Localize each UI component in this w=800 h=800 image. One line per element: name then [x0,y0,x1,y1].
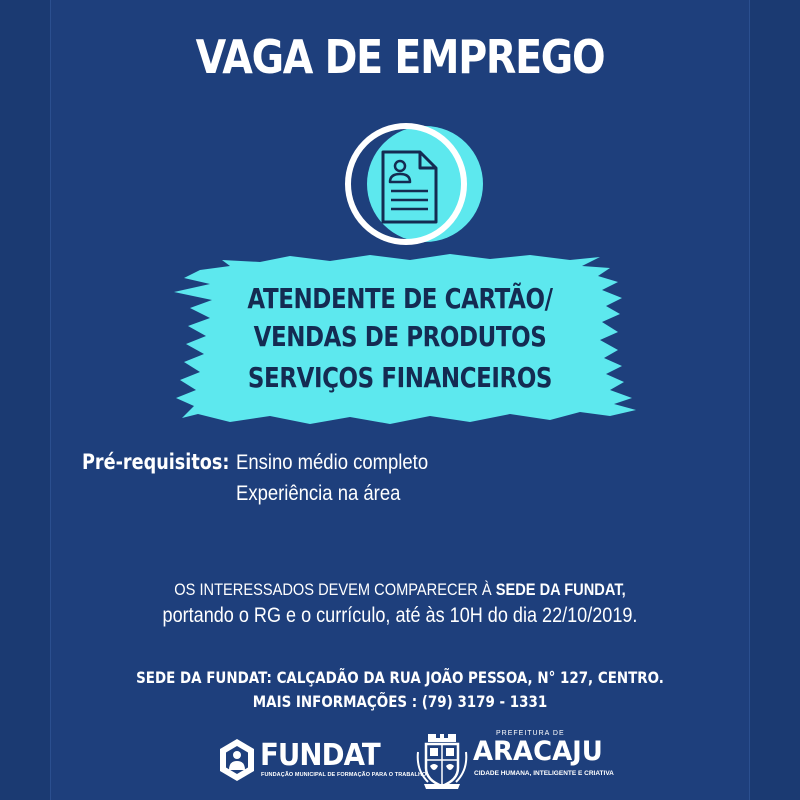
aracaju-slogan: CIDADE HUMANA, INTELIGENTE E CRIATIVA [474,770,614,777]
notice-line-1-text: OS INTERESSADOS DEVEM COMPARECER À [174,580,496,599]
poster-title: VAGA DE EMPREGO [195,30,605,84]
resume-document-icon [340,122,490,246]
aracaju-crest-icon [414,730,470,790]
job-title-line-2: VENDAS DE PRODUTOS [253,320,547,353]
job-title-line-3: SERVIÇOS FINANCEIROS [247,361,553,394]
notice-line-1 [56,580,744,600]
notice-line-1-bold: SEDE DA FUNDAT, [495,580,626,599]
address-line: SEDE DA FUNDAT: CALÇADÃO DA RUA JOÃO PESSOA, N° 127, CENTRO. [136,668,664,687]
prefeitura-label: PREFEITURA DE [496,730,565,737]
fundat-logo-text: FUNDAT [260,738,380,773]
fundat-logo-subtitle: FUNDAÇÃO MUNICIPAL DE FORMAÇÃO PARA O TRABALHO [261,772,427,778]
fundat-logo-icon [218,738,256,782]
notice-line-2: portando o RG e o currículo, até às 10H do dia 22/10/2019. [162,604,638,627]
requirement-item: Ensino médio completo [236,451,429,474]
requirements-label: Pré-requisitos: [82,450,230,474]
contact-line: MAIS INFORMAÇÕES : (79) 3179 - 1331 [252,692,548,711]
requirement-item: Experiência na área [236,482,401,505]
job-title-line-1: ATENDENTE DE CARTÃO/ [247,282,553,315]
aracaju-logo-text: ARACAJU [473,736,603,767]
